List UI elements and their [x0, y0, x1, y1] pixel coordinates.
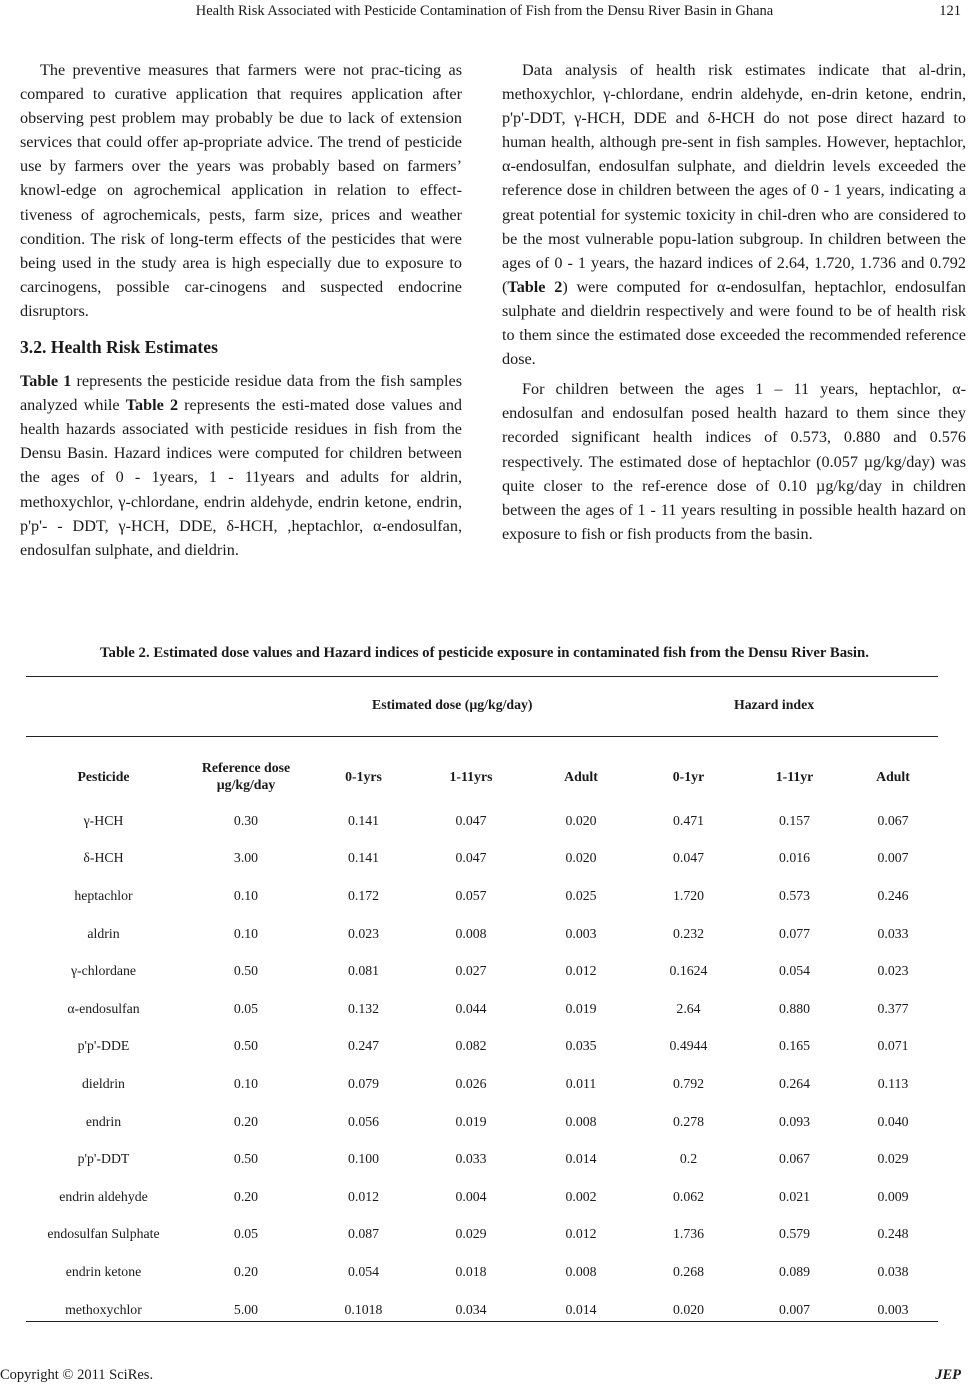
reference-dose-label: Reference dose: [201, 760, 291, 775]
dose-1-11-cell: 0.057: [455, 887, 487, 903]
reference-dose-cell: 0.10: [233, 887, 259, 903]
dose-adult-cell: 0.003: [565, 925, 597, 941]
hazard-1-11-cell: 0.579: [778, 1226, 811, 1242]
hazard-adult-cell: 0.033: [877, 925, 909, 941]
hazard-1-11-cell: 0.165: [778, 1038, 811, 1054]
hazard-0-1-cell: 0.020: [672, 1301, 705, 1317]
table-row: [26, 1028, 938, 1066]
hazard-adult-cell: 0.377: [877, 1000, 909, 1016]
dose-1-11-cell: 0.034: [455, 1301, 487, 1317]
table-row: [26, 1065, 938, 1103]
pesticide-cell: endrin: [85, 1113, 122, 1129]
table-row: [26, 1178, 938, 1216]
dose-adult-cell: 0.008: [565, 1113, 597, 1129]
table-row: [26, 915, 938, 953]
dose-0-1-cell: 0.081: [347, 963, 380, 979]
column-header-pesticide: Pesticide: [77, 768, 130, 784]
reference-dose-cell: 0.20: [233, 1113, 259, 1129]
dose-adult-cell: 0.002: [565, 1188, 597, 1204]
dose-adult-cell: 0.020: [565, 850, 597, 866]
pesticide-cell: α-endosulfan: [67, 1000, 140, 1016]
dose-0-1-cell: 0.023: [347, 925, 380, 941]
pesticide-cell: γ-chlordane: [70, 963, 137, 979]
table-row: [26, 1253, 938, 1291]
hazard-0-1-cell: 0.062: [672, 1188, 705, 1204]
column-header-hazard-0-1: 0-1yr: [672, 768, 705, 784]
data-table: [26, 750, 938, 1328]
dose-0-1-cell: 0.247: [347, 1038, 380, 1054]
hazard-1-11-cell: 0.067: [778, 1151, 811, 1167]
pesticide-cell: γ-HCH: [83, 812, 124, 828]
table-row: [26, 802, 938, 840]
pesticide-cell: endrin aldehyde: [59, 1188, 148, 1204]
column-header-hazard-adult: Adult: [876, 768, 910, 784]
dose-0-1-cell: 0.087: [347, 1226, 380, 1242]
hazard-0-1-cell: 2.64: [676, 1000, 701, 1016]
dose-0-1-cell: 0.054: [347, 1263, 380, 1279]
hazard-adult-cell: 0.007: [877, 850, 909, 866]
dose-adult-cell: 0.011: [565, 1075, 597, 1091]
dose-1-11-cell: 0.008: [455, 925, 487, 941]
pesticide-cell: p'p'-DDT: [77, 1151, 130, 1167]
dose-1-11-cell: 0.047: [455, 812, 487, 828]
dose-0-1-cell: 0.141: [347, 812, 380, 828]
hazard-adult-cell: 0.113: [877, 1075, 909, 1091]
hazard-0-1-cell: 1.720: [672, 887, 705, 903]
table-header-rule: [26, 736, 938, 737]
pesticide-cell: methoxychlor: [65, 1301, 142, 1317]
reference-dose-cell: 0.20: [233, 1263, 259, 1279]
page-number: 121: [939, 3, 961, 19]
hazard-0-1-cell: 0.232: [672, 925, 705, 941]
hazard-adult-cell: 0.248: [877, 1226, 909, 1242]
hazard-0-1-cell: 0.047: [672, 850, 705, 866]
column-header-dose-adult: Adult: [564, 768, 598, 784]
pesticide-cell: endosulfan Sulphate: [47, 1226, 160, 1242]
hazard-1-11-cell: 0.021: [778, 1188, 811, 1204]
dose-1-11-cell: 0.044: [455, 1000, 487, 1016]
dose-adult-cell: 0.008: [565, 1263, 597, 1279]
right-paragraph-1-text-a: Data analysis of health risk estimates indicate that al-drin, methoxychlor, γ-chlordane, endrin aldehyde, en-drin ketone, endrin, p'p'-DDT, γ-HCH, DDE and δ-HCH do not pose direct hazard to human health, although pre-sent in fish samples. However, heptachlor, α-endosulfan, endosulfan sulphate, and dieldrin levels exceeded the reference dose in children between the ages of 0 - 1 years, indicating a great potential for systemic toxicity in chil-dren who are considered to be the most vulnerable popu-lation subgroup. In children between the ages of 0 - 1 years, the hazard indices of 2.64, 1.720, 1.736 and 0.792 (: [502, 61, 966, 296]
right-paragraph-1-text-b: ) were computed for α-endosulfan, heptachlor, endosulfan sulphate and dieldrin respectively and were found to be of health risk to them since the estimated dose exceeded the recommended reference dose.: [502, 277, 967, 369]
table-row: [26, 840, 938, 878]
pesticide-cell: p'p'-DDE: [77, 1038, 130, 1054]
dose-adult-cell: 0.019: [565, 1000, 597, 1016]
right-column: [502, 58, 966, 546]
journal-abbreviation: JEP: [935, 1367, 961, 1383]
dose-0-1-cell: 0.100: [347, 1151, 380, 1167]
hazard-1-11-cell: 0.016: [778, 850, 811, 866]
left-paragraph-2-text-a: represents the pesticide residue data from the fish samples analyzed while: [20, 372, 463, 415]
pesticide-cell: aldrin: [87, 925, 120, 941]
hazard-adult-cell: 0.038: [877, 1263, 909, 1279]
table-body: [26, 802, 938, 1328]
dose-adult-cell: 0.014: [565, 1301, 597, 1317]
dose-1-11-cell: 0.004: [455, 1188, 487, 1204]
hazard-1-11-cell: 0.573: [778, 887, 811, 903]
hazard-0-1-cell: 0.278: [672, 1113, 705, 1129]
table-1-reference: Table 1: [20, 372, 72, 391]
hazard-1-11-cell: 0.157: [778, 812, 811, 828]
dose-0-1-cell: 0.141: [347, 850, 380, 866]
hazard-adult-cell: 0.029: [877, 1151, 909, 1167]
hazard-adult-cell: 0.067: [877, 812, 909, 828]
table-row: [26, 1216, 938, 1254]
left-column: [20, 58, 462, 562]
left-paragraph-2: [20, 369, 462, 562]
hazard-0-1-cell: 0.268: [672, 1263, 705, 1279]
running-title: Health Risk Associated with Pesticide Contamination of Fish from the Densu River Basin in Ghana: [195, 3, 774, 19]
pesticide-cell: δ-HCH: [83, 850, 124, 866]
pesticide-cell: endrin ketone: [65, 1263, 142, 1279]
hazard-0-1-cell: 0.2: [679, 1151, 698, 1167]
reference-dose-cell: 0.05: [233, 1000, 259, 1016]
hazard-0-1-cell: 0.792: [672, 1075, 705, 1091]
reference-dose-cell: 0.05: [233, 1226, 259, 1242]
hazard-0-1-cell: 0.4944: [669, 1038, 708, 1054]
hazard-adult-cell: 0.009: [877, 1188, 909, 1204]
hazard-adult-cell: 0.003: [877, 1301, 909, 1317]
dose-1-11-cell: 0.033: [455, 1151, 487, 1167]
left-paragraph-2-text-b: represents the esti-mated dose values and health hazards associated with pesticide residues in fish from the Densu Basin. Hazard indices were computed for children between the ages of 0 - 1years, 1 - 11years and adults for aldrin, methoxychlor, γ-chlordane, endrin aldehyde, endrin ketone, endrin, p'p'- - DDT, γ-HCH, DDE, δ-HCH, ,heptachlor, α-endosulfan, endosulfan sulphate, and dieldrin.: [20, 396, 463, 559]
hazard-adult-cell: 0.246: [877, 887, 909, 903]
table-row: [26, 1291, 938, 1329]
reference-dose-cell: 3.00: [233, 850, 259, 866]
reference-dose-cell: 0.50: [233, 1151, 259, 1167]
hazard-1-11-cell: 0.089: [778, 1263, 811, 1279]
dose-1-11-cell: 0.018: [455, 1263, 487, 1279]
dose-0-1-cell: 0.012: [347, 1188, 380, 1204]
column-header-reference-dose: [181, 750, 311, 802]
column-header-dose-0-1: 0-1yrs: [345, 768, 382, 784]
hazard-adult-cell: 0.023: [877, 963, 909, 979]
hazard-index-group-header: Hazard index: [734, 697, 815, 712]
dose-adult-cell: 0.035: [565, 1038, 597, 1054]
hazard-adult-cell: 0.071: [877, 1038, 909, 1054]
copyright-notice: Copyright © 2011 SciRes.: [0, 1367, 154, 1383]
dose-adult-cell: 0.014: [565, 1151, 597, 1167]
table-caption: Table 2. Estimated dose values and Hazard indices of pesticide exposure in contaminated fish from the Densu River Basin.: [100, 645, 869, 661]
reference-dose-cell: 0.10: [233, 1075, 259, 1091]
left-paragraph-1: The preventive measures that farmers were not prac-ticing as compared to curative application that requires application after observing pest problem may probably be due to lack of extension services that could offer ap-propriate advice. The trend of pesticide use by farmers over the years was probably based on farmers’ knowl-edge on agrochemical application in relation to effect-tiveness of agrochemicals, pests, farm size, prices and weather condition. The risk of long-term effects of the pesticides that were being used in the study area is high especially due to exposure to carcinogens, possible car-cinogens and suspected endocrine disruptors.: [20, 61, 462, 320]
table-row: [26, 877, 938, 915]
reference-dose-cell: 0.50: [233, 963, 259, 979]
hazard-1-11-cell: 0.007: [778, 1301, 811, 1317]
running-header: [0, 0, 969, 22]
table-row: [26, 990, 938, 1028]
dose-1-11-cell: 0.026: [455, 1075, 487, 1091]
dose-1-11-cell: 0.027: [455, 963, 487, 979]
reference-dose-cell: 0.10: [233, 925, 259, 941]
hazard-0-1-cell: 1.736: [672, 1226, 705, 1242]
column-header-hazard-1-11: 1-11yr: [775, 768, 814, 784]
hazard-1-11-cell: 0.264: [778, 1075, 811, 1091]
dose-1-11-cell: 0.019: [455, 1113, 487, 1129]
hazard-1-11-cell: 0.880: [778, 1000, 811, 1016]
table-2-reference: Table 2: [125, 396, 179, 415]
dose-adult-cell: 0.020: [565, 812, 597, 828]
table-row: [26, 952, 938, 990]
reference-dose-cell: 0.50: [233, 1038, 259, 1054]
dose-0-1-cell: 0.079: [347, 1075, 380, 1091]
dose-adult-cell: 0.012: [565, 963, 597, 979]
reference-dose-cell: 0.30: [233, 812, 259, 828]
reference-dose-cell: 0.20: [233, 1188, 259, 1204]
dose-1-11-cell: 0.082: [455, 1038, 487, 1054]
right-paragraph-1: [502, 58, 966, 371]
table-top-rule: [26, 676, 938, 677]
hazard-1-11-cell: 0.093: [778, 1113, 811, 1129]
column-header-dose-1-11: 1-11yrs: [449, 768, 493, 784]
table-row: [26, 1103, 938, 1141]
table-2-reference: Table 2: [507, 277, 563, 296]
dose-1-11-cell: 0.047: [455, 850, 487, 866]
table-row: [26, 1140, 938, 1178]
reference-dose-unit: µg/kg/day: [216, 777, 276, 792]
dose-1-11-cell: 0.029: [455, 1226, 487, 1242]
dose-0-1-cell: 0.056: [347, 1113, 380, 1129]
reference-dose-cell: 5.00: [233, 1301, 259, 1317]
dose-adult-cell: 0.012: [565, 1226, 597, 1242]
estimated-dose-group-header: Estimated dose (µg/kg/day): [372, 697, 533, 712]
dose-0-1-cell: 0.172: [347, 887, 380, 903]
hazard-0-1-cell: 0.1624: [669, 963, 708, 979]
section-heading: 3.2. Health Risk Estimates: [20, 337, 218, 358]
hazard-adult-cell: 0.040: [877, 1113, 909, 1129]
table-header-row: [26, 750, 938, 802]
dose-adult-cell: 0.025: [565, 887, 597, 903]
pesticide-cell: heptachlor: [74, 887, 133, 903]
dose-0-1-cell: 0.1018: [344, 1301, 383, 1317]
hazard-1-11-cell: 0.054: [778, 963, 811, 979]
dose-0-1-cell: 0.132: [347, 1000, 380, 1016]
pesticide-cell: dieldrin: [82, 1075, 125, 1091]
hazard-0-1-cell: 0.471: [672, 812, 705, 828]
hazard-1-11-cell: 0.077: [778, 925, 811, 941]
right-paragraph-2: For children between the ages 1 – 11 years, heptachlor, α-endosulfan and endosulfan posed health hazard to them since they recorded significant health indices of 0.573, 0.880 and 0.576 respectively. The estimated dose of heptachlor (0.057 µg/kg/day) was quite closer to the ref-erence dose of 0.10 µg/kg/day in children between the ages of 1 - 11 years resulting in possible health hazard on exposure to fish or fish products from the basin.: [502, 380, 966, 543]
